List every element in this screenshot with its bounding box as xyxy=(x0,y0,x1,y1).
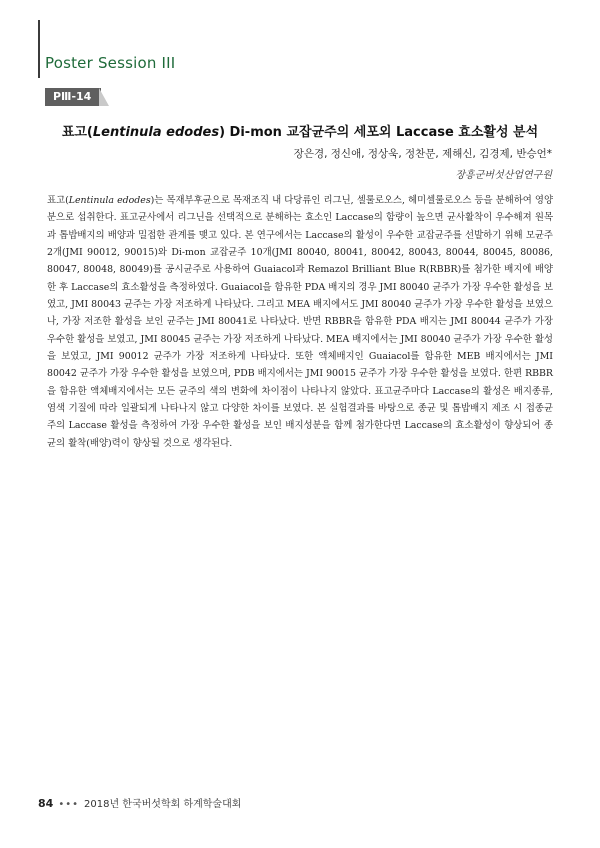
header-rule xyxy=(38,20,40,78)
session-heading: Poster Session III xyxy=(45,54,176,72)
affiliation: 장흥군버섯산업연구원 xyxy=(455,170,552,181)
author-list: 장은경, 정신애, 정상욱, 정찬문, 제해신, 김경제, 반승언* xyxy=(293,148,552,160)
poster-id: PⅢ-14 xyxy=(45,88,101,106)
abstract-prefix: 표고( xyxy=(47,195,69,206)
page-footer xyxy=(38,795,241,810)
footer-dots: ••• xyxy=(58,799,80,810)
badge-slant-decoration xyxy=(99,88,109,106)
page-number: 84 xyxy=(38,797,54,810)
title-suffix: ) Di-mon 교잡균주의 세포외 Laccase 효소활성 분석 xyxy=(219,125,539,140)
abstract-species: Lentinula edodes xyxy=(68,195,151,206)
paper-title xyxy=(40,121,560,140)
abstract xyxy=(47,192,553,452)
conference-name: 2018년 한국버섯학회 하계학술대회 xyxy=(84,799,242,810)
title-species: Lentinula edodes xyxy=(92,125,220,140)
abstract-body: )는 목재부후균으로 목재조직 내 다당류인 리그닌, 셀룰로오스, 헤미셀룰로오스 등을 분해하여 영양분으로 섭취한다. 표고균사에서 리그닌을 선택적으로 분해하는 효소인 Laccase의 함량이 높으면 균사활착이 우수해져 원목과 톱밥배지의 배양과 밀접한 관계를 맺고 있다. 본 연구에서는 Laccase의 활성이 우수한 교잡균주를 선발하기 위해 모균주 2개(JMI 90012, 90015)와 Di-mon 교잡균주 10개(JMI 80040, 80041, 80042, 80043, 80044, 80045, 80086, 80047, 80048, 80049)를 공시균주로 사용하여 Guaiacol과 Remazol Brilliant Blue R(RBBR)를 첨가한 배지에 배양한 후 Laccase의 효소활성을 측정하였다. Guaiacol을 함유한 PDA 배지의 경우 JMI 80040 균주가 가장 우수한 활성을 보였고, JMI 80043 균주는 가장 저조하게 나타났다. 그리고 MEA 배지에서도 JMI 80040 균주가 가장 우수한 활성을 보였으나, 가장 저조한 활성을 보인 균주는 JMI 80041로 나타났다. 반면 RBBR을 함유한 PDA 배지는 JMI 80044 균주가 가장 우수한 활성을 보였고, JMI 80045 균주는 가장 저조하게 나타났다. MEA 배지에서는 JMI 80040 균주가 가장 우수한 활성을 보였고, JMI 90012 균주가 가장 저조하게 나타났다. 또한 액체배지인 Guaiacol를 함유한 MEB 배지에서는 JMI 80042 균주가 가장 우수한 활성을 보였으며, PDB 배지에서는 JMI 90015 균주가 가장 우수한 활성을 보였다. 한편 RBBR을 함유한 액체배지에서는 모든 균주의 색의 변화에 차이점이 나타나지 않았다. 표고균주마다 Laccase의 활성은 배지종류, 염색 기질에 따라 일괄되게 나타나지 않고 다양한 차이를 보였다. 본 실험결과를 바탕으로 종균 및 톱밥배지 제조 시 접종균주의 Laccase 활성을 측정하여 가장 우수한 활성을 보인 배지성분을 함께 첨가한다면 Laccase의 효소활성이 향상되어 종균의 활착(배양)력이 향상될 것으로 생각된다. xyxy=(47,195,554,449)
title-prefix: 표고( xyxy=(61,125,93,140)
